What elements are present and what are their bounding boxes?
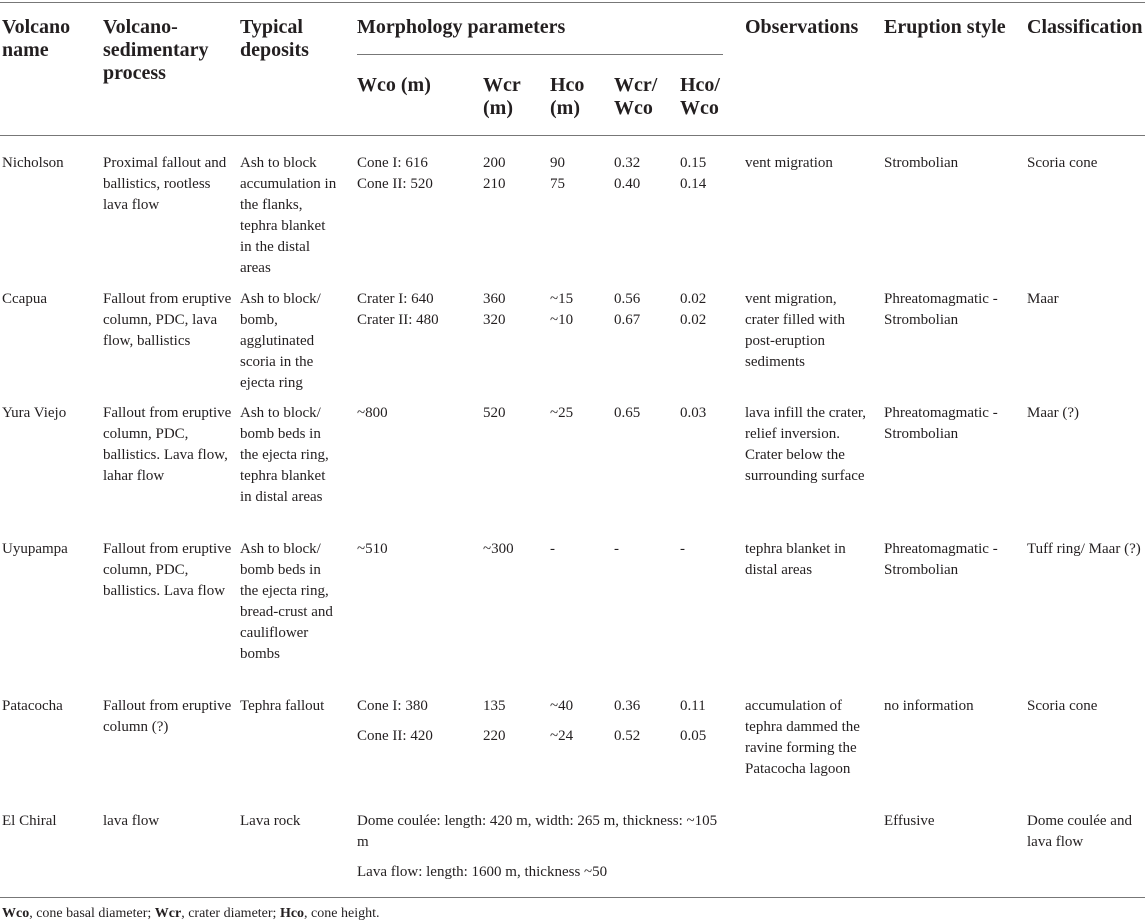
cell-wcr: 360 320 (483, 291, 506, 328)
header-observations: Observations (745, 16, 859, 38)
cell-eruption-style: Phreatomagmatic - Strombolian (884, 405, 998, 442)
header-morphology: Morphology parameters (357, 16, 566, 38)
cell-wcr: 135 (483, 698, 506, 714)
table-footnote (2, 905, 379, 923)
cell-hco: ~24 (550, 728, 574, 744)
cell-hco-wco: 0.15 0.14 (680, 155, 707, 192)
cell-wcr-wco: - (614, 541, 619, 557)
header-eruption-style: Eruption style (884, 16, 1006, 38)
table-bottom-rule (0, 897, 1145, 898)
footnote-wco-def: , cone basal diameter; (29, 906, 155, 921)
cell-wco: Cone I: 380 (357, 698, 428, 714)
cell-deposits: Ash to block/ bomb beds in the ejecta ring, bread-crust and cauliflower bombs (240, 541, 333, 662)
footnote-wcr-def: , crater diameter; (181, 906, 280, 921)
header-hco-wco: Hco/ Wco (680, 74, 720, 119)
cell-classification: Scoria cone (1027, 155, 1098, 171)
header-wco: Wco (m) (357, 74, 431, 96)
cell-wcr-wco: 0.56 0.67 (614, 291, 641, 328)
cell-hco-wco: 0.02 0.02 (680, 291, 707, 328)
cell-wco: ~800 (357, 405, 388, 421)
cell-hco: ~25 (550, 405, 574, 421)
cell-name: Patacocha (2, 698, 63, 714)
cell-observations: tephra blanket in distal areas (745, 541, 846, 578)
cell-name: El Chiral (2, 813, 57, 829)
morphology-subheader-rule (357, 54, 723, 55)
cell-process: Fallout from eruptive column, PDC, ballistics. Lava flow (103, 541, 232, 599)
cell-name: Yura Viejo (2, 405, 67, 421)
cell-process: Proximal fallout and ballistics, rootless lava flow (103, 155, 227, 213)
header-volcano-name: Volcano name (2, 16, 71, 61)
cell-deposits: Ash to block/ bomb, agglutinated scoria in the ejecta ring (240, 291, 321, 391)
cell-eruption-style: Strombolian (884, 155, 959, 171)
cell-morphology-lava: Lava flow: length: 1600 m, thickness ~50 (357, 864, 608, 880)
cell-wco: Cone II: 420 (357, 728, 433, 744)
footnote-wcr: Wcr (154, 906, 182, 921)
cell-deposits: Ash to block/ bomb beds in the ejecta ring, tephra blanket in distal areas (240, 405, 329, 505)
cell-hco-wco: 0.03 (680, 405, 707, 421)
cell-wco: Crater I: 640 Crater II: 480 (357, 291, 439, 328)
cell-hco: - (550, 541, 555, 557)
cell-deposits: Tephra fallout (240, 698, 325, 714)
cell-eruption-style: Effusive (884, 813, 935, 829)
table-top-rule (0, 2, 1145, 3)
cell-hco-wco: - (680, 541, 685, 557)
header-wcr-wco: Wcr/ Wco (614, 74, 658, 119)
cell-hco: 90 75 (550, 155, 565, 192)
header-hco: Hco (m) (550, 74, 585, 119)
cell-eruption-style: Phreatomagmatic - Strombolian (884, 291, 998, 328)
cell-hco: ~40 (550, 698, 574, 714)
header-bottom-rule (0, 135, 1145, 136)
cell-observations: accumulation of tephra dammed the ravine forming the Patacocha lagoon (745, 698, 860, 777)
cell-observations: lava infill the crater, relief inversion. Crater below the surrounding surface (745, 405, 867, 484)
cell-classification: Maar (1027, 291, 1059, 307)
footnote-hco-def: , cone height. (304, 906, 380, 921)
cell-hco-wco: 0.11 (680, 698, 706, 714)
cell-eruption-style: no information (884, 698, 974, 714)
footnote-hco: Hco (279, 906, 305, 921)
cell-deposits: Lava rock (240, 813, 301, 829)
cell-wcr: ~300 (483, 541, 514, 557)
cell-process: Fallout from eruptive column, PDC, ballistics. Lava flow, lahar flow (103, 405, 232, 484)
cell-process: Fallout from eruptive column, PDC, lava flow, ballistics (103, 291, 232, 349)
cell-observations: vent migration, crater filled with post-eruption sediments (745, 291, 845, 370)
cell-wcr: 520 (483, 405, 506, 421)
cell-wcr-wco: 0.52 (614, 728, 641, 744)
cell-observations: vent migration (745, 155, 833, 171)
header-deposits: Typical deposits (240, 16, 309, 61)
cell-wco: ~510 (357, 541, 388, 557)
cell-name: Ccapua (2, 291, 47, 307)
cell-morphology-dome: Dome coulée: length: 420 m, width: 265 m, thickness: ~105 m (357, 813, 718, 850)
cell-classification: Scoria cone (1027, 698, 1098, 714)
cell-hco: ~15 ~10 (550, 291, 574, 328)
footnote-wco: Wco (2, 906, 30, 921)
cell-wcr-wco: 0.32 0.40 (614, 155, 641, 192)
cell-process: lava flow (103, 813, 160, 829)
header-wcr: Wcr (m) (483, 74, 521, 119)
cell-wcr-wco: 0.36 (614, 698, 641, 714)
cell-wcr: 220 (483, 728, 506, 744)
cell-classification: Tuff ring/ Maar (?) (1027, 541, 1141, 557)
cell-eruption-style: Phreatomagmatic - Strombolian (884, 541, 998, 578)
cell-deposits: Ash to block accumulation in the flanks, tephra blanket in the distal areas (240, 155, 337, 276)
header-process: Volcano-sedimentary process (103, 16, 209, 84)
cell-classification: Maar (?) (1027, 405, 1080, 421)
cell-name: Uyupampa (2, 541, 68, 557)
cell-classification: Dome coulée and lava flow (1027, 813, 1132, 850)
cell-process: Fallout from eruptive column (?) (103, 698, 232, 735)
cell-name: Nicholson (2, 155, 64, 171)
cell-wcr: 200 210 (483, 155, 506, 192)
header-classification: Classification (1027, 16, 1143, 38)
cell-wco: Cone I: 616 Cone II: 520 (357, 155, 433, 192)
cell-wcr-wco: 0.65 (614, 405, 641, 421)
cell-hco-wco: 0.05 (680, 728, 707, 744)
